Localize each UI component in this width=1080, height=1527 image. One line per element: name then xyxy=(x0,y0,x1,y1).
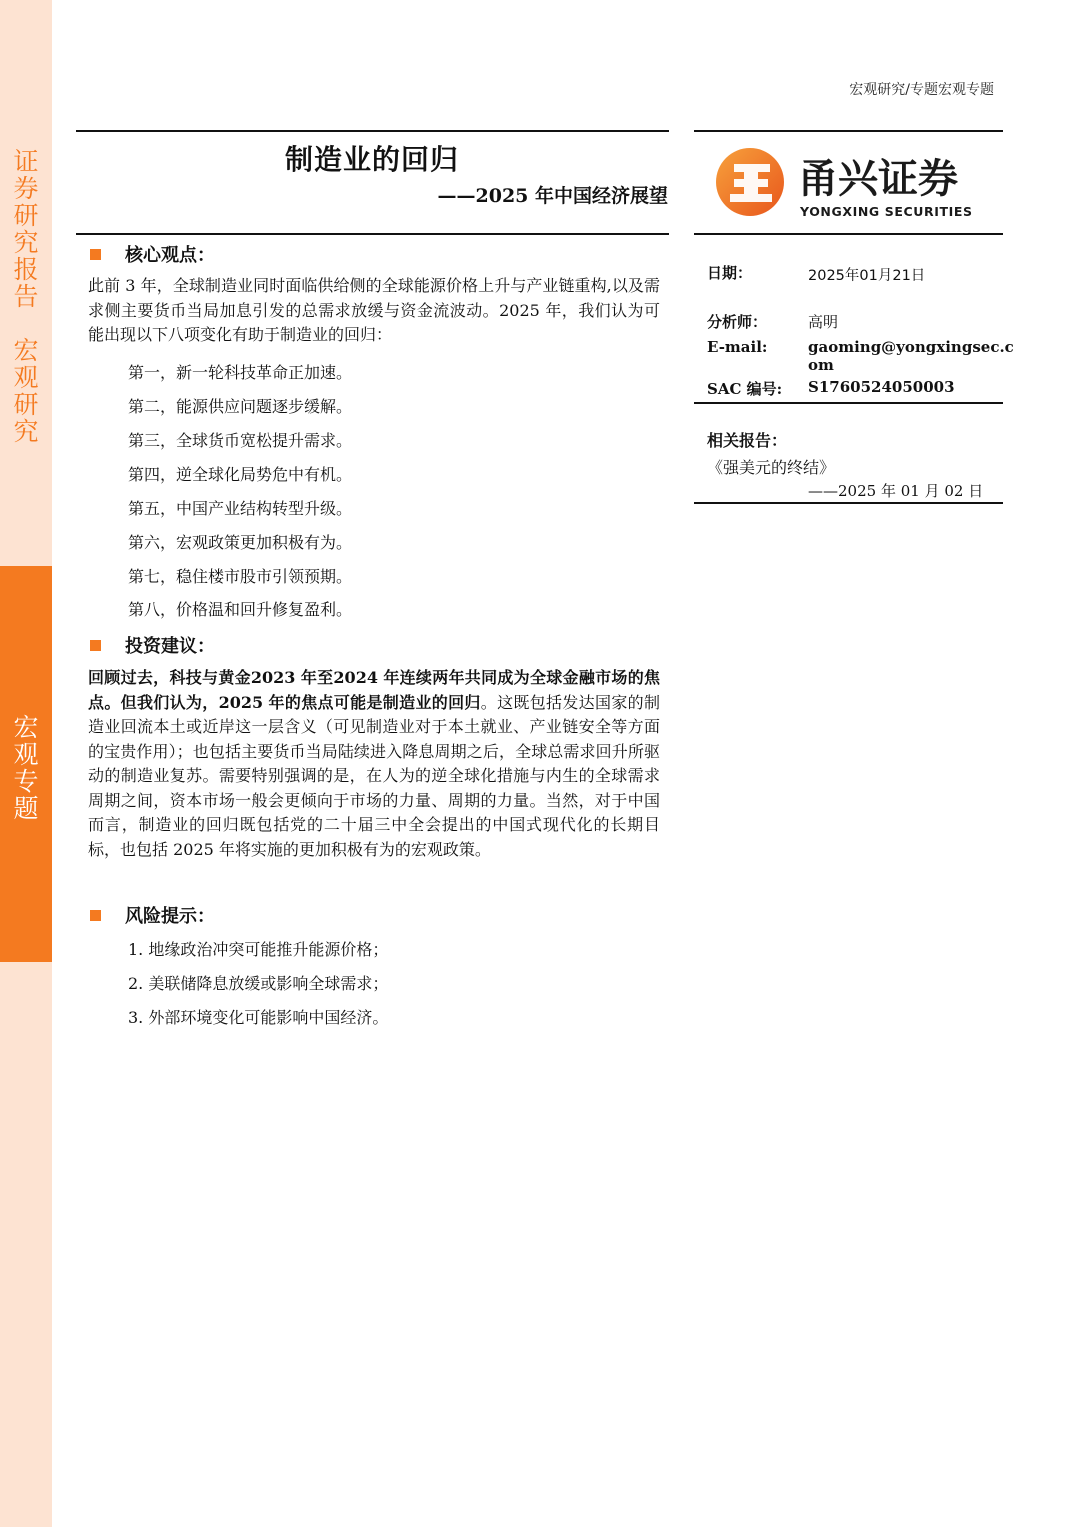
risk-item: 1. 地缘政治冲突可能推升能源价格； xyxy=(128,940,389,959)
bullet-square-icon xyxy=(90,640,101,651)
core-view-item: 第二，能源供应问题逐步缓解。 xyxy=(128,397,353,416)
core-views-intro: 此前 3 年，全球制造业同时面临供给侧的全球能源价格上升与产业链重构,以及需求侧主要货币当局加息引发的总需求放缓与资金流波动。2025 年，我们认为可能出现以下八项变化有助于制造业的回归： xyxy=(88,276,660,344)
email-value-line1: gaoming@yongxingsec.c xyxy=(808,338,1014,356)
sac-label: SAC 编号: xyxy=(707,380,783,398)
inv-year-2024: 2024 xyxy=(333,668,378,687)
sidebar-report-type: 证 券 研 究 报 告 宏 观 研 究 xyxy=(13,147,39,446)
core-view-item: 第七，稳住楼市股市引领预期。 xyxy=(128,567,353,586)
sac-value: S1760524050003 xyxy=(808,378,955,396)
core-views-heading xyxy=(90,241,215,267)
logo-mark-icon xyxy=(714,146,994,222)
related-heading: 相关报告： xyxy=(707,431,788,450)
inv-year-2023: 2023 xyxy=(250,668,296,687)
bullet-square-icon xyxy=(90,249,101,260)
risks-heading xyxy=(90,902,215,928)
investment-heading xyxy=(90,632,215,658)
inv-text-g: 年的焦点可能是制造业的回归 xyxy=(268,692,481,712)
inv-year-2025: 2025 xyxy=(218,692,264,712)
core-view-item: 第五，中国产业结构转型升级。 xyxy=(128,499,353,518)
page-title: 制造业的回归 xyxy=(284,143,459,176)
analyst-label: 分析师： xyxy=(707,313,768,331)
related-bottom-rule xyxy=(694,502,1003,504)
investment-heading-text: 投资建议： xyxy=(125,636,215,657)
inv-text-c: 年至 xyxy=(300,668,334,687)
title-top-rule xyxy=(76,130,669,132)
inv-text-h: 。这既包括发达国家的制造业回流本土或近岸这一层含义（可见制造业对于本土就业、产业链安全等方面的宝贵作用）；也包括主要货币当局陆续进入降息周期之后，全球总需求回升所驱动的制造业复苏。需要特别强调的是，在人为的逆全球化措施与内生的全球需求周期之间，资本市场一般会更倾向于市场的力量、周期的力量。当然，对于中国而言，制造业的回归既包括党的二十届三中全会提出的中国式现代化的长期目标，也包括 2025 年将实施的更加积极有为的宏观政策。 xyxy=(88,692,660,859)
inv-text-a: 回顾过去，科技与黄金 xyxy=(88,668,251,687)
email-value-line2: om xyxy=(808,356,834,374)
email-label: E-mail: xyxy=(707,338,768,356)
report-category: 宏观研究/专题宏观专题 xyxy=(849,82,994,98)
core-view-item: 第六，宏观政策更加积极有为。 xyxy=(128,533,353,552)
logo-top-rule xyxy=(694,130,1003,132)
risk-item: 3. 外部环境变化可能影响中国经济。 xyxy=(128,1008,389,1027)
date-label: 日期： xyxy=(707,264,753,282)
core-view-item: 第四，逆全球化局势危中有机。 xyxy=(128,465,353,484)
logo-name: 甬兴证券 xyxy=(798,156,958,202)
sidebar-topic: 宏 观 专 题 xyxy=(13,713,39,823)
company-logo xyxy=(714,146,994,222)
page-subtitle: ——2025 年中国经济展望 xyxy=(437,185,668,207)
email-value[interactable] xyxy=(808,338,1014,374)
risk-item: 2. 美联储降息放缓或影响全球需求； xyxy=(128,974,389,993)
analyst-value: 高明 xyxy=(808,313,839,331)
related-report-date: ——2025 年 01 月 02 日 xyxy=(808,482,984,500)
investment-paragraph xyxy=(88,666,660,862)
inv-text-e: 年连续两年共同成为全球金融市场的焦点。但我们认为， xyxy=(88,668,660,712)
core-view-item: 第一，新一轮科技革命正加速。 xyxy=(128,363,353,382)
date-value: 2025年01月21日 xyxy=(808,268,926,284)
logo-bottom-rule xyxy=(694,233,1003,235)
core-view-item: 第八，价格温和回升修复盈利。 xyxy=(128,600,353,619)
core-view-item: 第三，全球货币宽松提升需求。 xyxy=(128,431,353,450)
bullet-square-icon xyxy=(90,910,101,921)
meta-bottom-rule xyxy=(694,402,1003,404)
core-views-heading-text: 核心观点： xyxy=(125,245,215,266)
related-report-title[interactable]: 《强美元的终结》 xyxy=(707,458,836,477)
title-bottom-rule xyxy=(76,233,669,235)
risks-heading-text: 风险提示： xyxy=(125,906,215,927)
logo-english: YONGXING SECURITIES xyxy=(800,204,973,219)
